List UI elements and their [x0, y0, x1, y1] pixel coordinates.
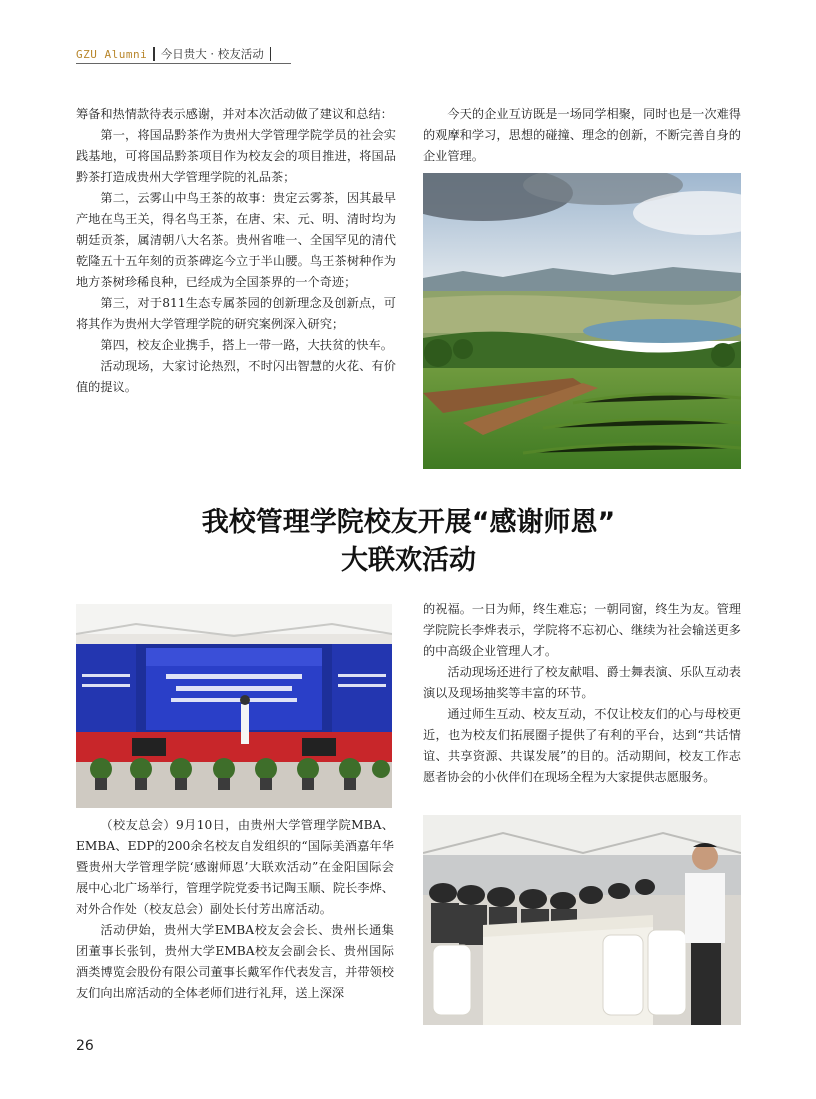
header-brand: GZU Alumni [76, 47, 148, 61]
bottom-left-column [76, 815, 394, 1004]
header-divider-end [270, 47, 272, 61]
article-title [76, 504, 741, 580]
header-divider [153, 47, 155, 61]
running-header [76, 44, 271, 64]
tea-garden-photo [423, 173, 741, 469]
bowing-alumni-photo [423, 815, 741, 1025]
paragraph: 活动伊始，贵州大学EMBA校友会会长、贵州长通集团董事长张钊，贵州大学EMBA校友会副会长、贵州国际酒类博览会股份有限公司董事长戴军作代表发言，并带领校友们向出席活动的全体老师们进行礼拜，送上深深 [76, 923, 394, 1000]
paragraph: 通过师生互动、校友互动，不仅让校友们的心与母校更近，也为校友们拓展圈子提供了有利的平台，达到“共话情谊、共享资源、共谋发展”的目的。活动期间，校友工作志愿者协会的小伙伴们在现场全程为大家提供志愿服务。 [423, 707, 741, 784]
bottom-right-column [423, 599, 741, 788]
paragraph: 第二，云雾山中鸟王茶的故事：贵定云雾茶，因其最早产地在鸟王关，得名鸟王茶，在唐、宋、元、明、清时均为朝廷贡茶，属清朝八大名茶。贵州省唯一、全国罕见的清代乾隆五十五年刻的贡茶碑迄今立于半山腰。鸟王茶树种作为地方茶树珍稀良种，已经成为全国茶界的一个奇迹； [76, 191, 396, 289]
header-section: 今日贵大 · 校友活动 [160, 47, 264, 61]
title-line-2: 大联欢活动 [341, 545, 476, 576]
paragraph: 筹备和热情款待表示感谢，并对本次活动做了建议和总结： [76, 107, 393, 121]
paragraph: （校友总会）9月10日，由贵州大学管理学院MBA、EMBA、EDP的200余名校友自发组织的“国际美酒嘉年华暨贵州大学管理学院‘感谢师恩’大联欢活动”在金阳国际会展中心北广场举行，管理学院党委书记陶玉顺、院长李烨、对外合作处（校友总会）副处长付芳出席活动。 [76, 818, 394, 916]
title-line-1: 我校管理学院校友开展“感谢师恩” [201, 507, 616, 538]
header-rule [76, 63, 291, 64]
stage-event-photo [76, 604, 392, 808]
top-left-column [76, 104, 396, 398]
page-number: 26 [76, 1038, 94, 1054]
paragraph: 第四，校友企业携手，搭上一带一路，大扶贫的快车。 [100, 338, 393, 352]
paragraph: 第三，对于811生态专属茶园的创新理念及创新点，可将其作为贵州大学管理学院的研究案例深入研究； [76, 296, 396, 331]
paragraph: 第一，将国品黔茶作为贵州大学管理学院学员的社会实践基地，可将国品黔茶项目作为校友会的项目推进，将国品黔茶打造成贵州大学管理学院的礼品茶； [76, 128, 396, 184]
paragraph: 活动现场还进行了校友献唱、爵士舞表演、乐队互动表演以及现场抽奖等丰富的环节。 [423, 665, 741, 700]
top-right-column [423, 104, 741, 167]
paragraph: 活动现场，大家讨论热烈，不时闪出智慧的火花、有价值的提议。 [76, 359, 396, 394]
paragraph: 的祝福。一日为师，终生难忘；一朝同窗，终生为友。管理学院院长李烨表示，学院将不忘初心、继续为社会输送更多的中高级企业管理人才。 [423, 602, 741, 658]
paragraph: 今天的企业互访既是一场同学相聚，同时也是一次难得的观摩和学习，思想的碰撞、理念的创新，不断完善自身的企业管理。 [423, 107, 741, 163]
